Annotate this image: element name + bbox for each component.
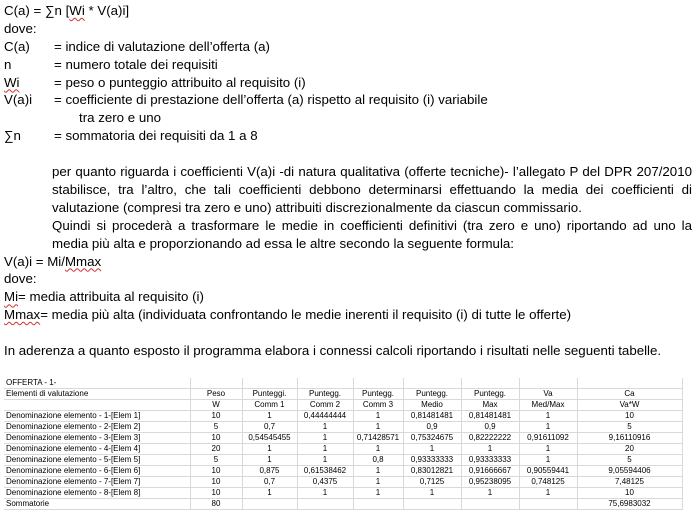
row-label: Elementi di valutazione <box>4 389 190 400</box>
definition-n: n = numero totale dei requisiti <box>4 56 218 72</box>
table-cell: 0,54545455 <box>242 433 297 444</box>
table-cell: Ca <box>577 389 682 400</box>
row-label: Denominazione elemento - 8-[Elem 8] <box>4 488 190 499</box>
definition-mi: Mi= media attribuita al requisito (i) <box>4 289 204 305</box>
table-row <box>4 444 682 455</box>
table-cell <box>297 499 353 510</box>
row-label: Denominazione elemento - 1-[Elem 1] <box>4 411 190 422</box>
document-body <box>4 2 692 360</box>
definition-mmax: Mmax= media più alta (individuata confrontando le medie inerenti il requisito (i) di tutte le offerte) <box>4 307 572 323</box>
table-cell: 5 <box>577 422 682 433</box>
table-cell: 1 <box>353 411 403 422</box>
table-cell: 1 <box>461 444 519 455</box>
table-row <box>4 433 682 444</box>
table-cell: 1 <box>403 488 461 499</box>
table-cell: 5 <box>190 422 242 433</box>
table-row <box>4 477 682 488</box>
table-cell: 20 <box>190 444 242 455</box>
table-cell: W <box>190 400 242 411</box>
table-cell: 0,71428571 <box>353 433 403 444</box>
table-cell: 0,7125 <box>403 477 461 488</box>
table-cell: 1 <box>242 411 297 422</box>
table-row <box>4 422 682 433</box>
table-cell: 0,7 <box>242 422 297 433</box>
table-cell: 0,44444444 <box>297 411 353 422</box>
table-cell: 0,81481481 <box>403 411 461 422</box>
table-row <box>4 466 682 477</box>
table-cell: Med/Max <box>519 400 577 411</box>
table-cell: Puntegg. <box>461 389 519 400</box>
table-cell: 0,83012821 <box>403 466 461 477</box>
table-cell: Comm 3 <box>353 400 403 411</box>
table-cell: Peso <box>190 389 242 400</box>
table-cell: Comm 2 <box>297 400 353 411</box>
formula-ca: C(a) = ∑n [Wi * V(a)i] <box>4 3 130 18</box>
table-header-row <box>4 389 682 400</box>
table-row <box>4 488 682 499</box>
table-cell: 1 <box>403 444 461 455</box>
closing-sentence: In aderenza a quanto esposto il programma elabora i connessi calcoli riportando i risultati nelle seguenti tabelle. <box>4 343 662 358</box>
dove-label-2: dove: <box>4 271 37 287</box>
table-cell <box>242 499 297 510</box>
results-table-container <box>4 378 684 510</box>
table-cell: 1 <box>461 488 519 499</box>
table-cell: Puntegg. <box>353 389 403 400</box>
empty-cell <box>190 378 242 389</box>
table-cell <box>403 499 461 510</box>
table-cell: 1 <box>297 433 353 444</box>
table-cell: Va*W <box>577 400 682 411</box>
table-cell: 10 <box>190 488 242 499</box>
paragraph-coefficients: per quanto riguarda i coefficienti V(a)i -di natura qualitativa (offerte tecniche)- l’allegato P del DPR 207/2010 stabilisce, tra l’altro, che tali coefficienti debbono determinarsi effettuando la media dei coefficienti di valutazione (compresi tra zero e uno) attribuiti discrezionalmente da ciascun commissario. Quindi si procederà a trasformare le medie in coefficienti definitivi (tra zero e uno) riportando ad uno la media più alta e proporzionando ad essa le altre secondo la seguente formula: <box>52 164 692 251</box>
table-cell: 1 <box>353 477 403 488</box>
definition-wi: Wi = peso o punteggio attribuito al requisito (i) <box>4 74 306 90</box>
table-cell: 1 <box>353 444 403 455</box>
table-cell: 0,91666667 <box>461 466 519 477</box>
table-cell: 0,95238095 <box>461 477 519 488</box>
table-cell: 1 <box>297 488 353 499</box>
table-cell: 9,05594406 <box>577 466 682 477</box>
table-cell: 0,7 <box>242 477 297 488</box>
table-cell: 0,91611092 <box>519 433 577 444</box>
table-cell: 0,9 <box>403 422 461 433</box>
table-cell: 0,748125 <box>519 477 577 488</box>
table-cell: Punteggi. <box>242 389 297 400</box>
table-cell: 0,93333333 <box>403 455 461 466</box>
table-cell: 5 <box>577 455 682 466</box>
empty-cell <box>577 378 682 389</box>
table-cell: 1 <box>297 444 353 455</box>
table-cell: 0,81481481 <box>461 411 519 422</box>
table-cell: 0,875 <box>242 466 297 477</box>
row-label: Denominazione elemento - 5-[Elem 5] <box>4 455 190 466</box>
table-cell: 0,75324675 <box>403 433 461 444</box>
table-cell: 0,61538462 <box>297 466 353 477</box>
table-cell: 10 <box>190 433 242 444</box>
table-cell: 20 <box>577 444 682 455</box>
definition-ca: C(a) = indice di valutazione dell’offerta (a) <box>4 38 270 54</box>
table-title: OFFERTA - 1- <box>4 378 190 389</box>
row-label <box>4 400 190 411</box>
table-cell: 1 <box>353 488 403 499</box>
empty-cell <box>297 378 353 389</box>
table-cell: 10 <box>190 466 242 477</box>
table-cell: Comm 1 <box>242 400 297 411</box>
table-cell: 1 <box>353 466 403 477</box>
dove-label: dove: <box>4 20 37 36</box>
empty-cell <box>519 378 577 389</box>
table-total-row <box>4 499 682 510</box>
table-cell: 1 <box>519 411 577 422</box>
definition-vai-cont: tra zero e uno <box>79 110 162 126</box>
table-cell: 1 <box>242 455 297 466</box>
table-cell: 0,8 <box>353 455 403 466</box>
table-cell: 9,16110916 <box>577 433 682 444</box>
table-cell <box>519 499 577 510</box>
table-cell: 10 <box>577 488 682 499</box>
empty-cell <box>461 378 519 389</box>
table-cell: 10 <box>190 411 242 422</box>
table-cell: 75,6983032 <box>577 499 682 510</box>
table-cell: Puntegg. <box>403 389 461 400</box>
table-cell: 80 <box>190 499 242 510</box>
table-cell: 1 <box>519 488 577 499</box>
table-cell: 1 <box>519 444 577 455</box>
row-label: Denominazione elemento - 4-[Elem 4] <box>4 444 190 455</box>
table-subheader-row <box>4 400 682 411</box>
results-table <box>4 378 683 510</box>
table-cell: 1 <box>242 488 297 499</box>
row-label: Denominazione elemento - 3-[Elem 3] <box>4 433 190 444</box>
table-cell: 0,90559441 <box>519 466 577 477</box>
table-cell: 1 <box>297 422 353 433</box>
definition-sum: ∑n = sommatoria dei requisiti da 1 a 8 <box>4 128 258 144</box>
row-label: Denominazione elemento - 6-[Elem 6] <box>4 466 190 477</box>
table-cell: 7,48125 <box>577 477 682 488</box>
table-cell: 1 <box>353 422 403 433</box>
table-cell: Medio <box>403 400 461 411</box>
table-cell <box>353 499 403 510</box>
row-label: Sommatorie <box>4 499 190 510</box>
table-cell: 0,82222222 <box>461 433 519 444</box>
table-cell: 10 <box>190 477 242 488</box>
empty-cell <box>403 378 461 389</box>
table-title-row <box>4 378 682 389</box>
spell-underlined-word: Wi <box>69 3 85 18</box>
table-row <box>4 455 682 466</box>
table-cell: 0,93333333 <box>461 455 519 466</box>
empty-cell <box>242 378 297 389</box>
table-cell: 1 <box>242 444 297 455</box>
empty-cell <box>353 378 403 389</box>
row-label: Denominazione elemento - 7-[Elem 7] <box>4 477 190 488</box>
table-cell: 5 <box>190 455 242 466</box>
table-cell: Puntegg. <box>297 389 353 400</box>
row-label: Denominazione elemento - 2-[Elem 2] <box>4 422 190 433</box>
table-cell: Va <box>519 389 577 400</box>
table-row <box>4 411 682 422</box>
table-cell: 10 <box>577 411 682 422</box>
table-cell <box>461 499 519 510</box>
formula-vai: V(a)i = Mi/Mmax <box>4 253 102 269</box>
table-cell: 1 <box>519 455 577 466</box>
table-cell: 0,9 <box>461 422 519 433</box>
definition-vai: V(a)i = coefficiente di prestazione dell’offerta (a) rispetto al requisito (i) variabile <box>4 92 488 108</box>
table-cell: 1 <box>297 455 353 466</box>
table-cell: 1 <box>519 422 577 433</box>
table-cell: Max <box>461 400 519 411</box>
table-cell: 0,4375 <box>297 477 353 488</box>
